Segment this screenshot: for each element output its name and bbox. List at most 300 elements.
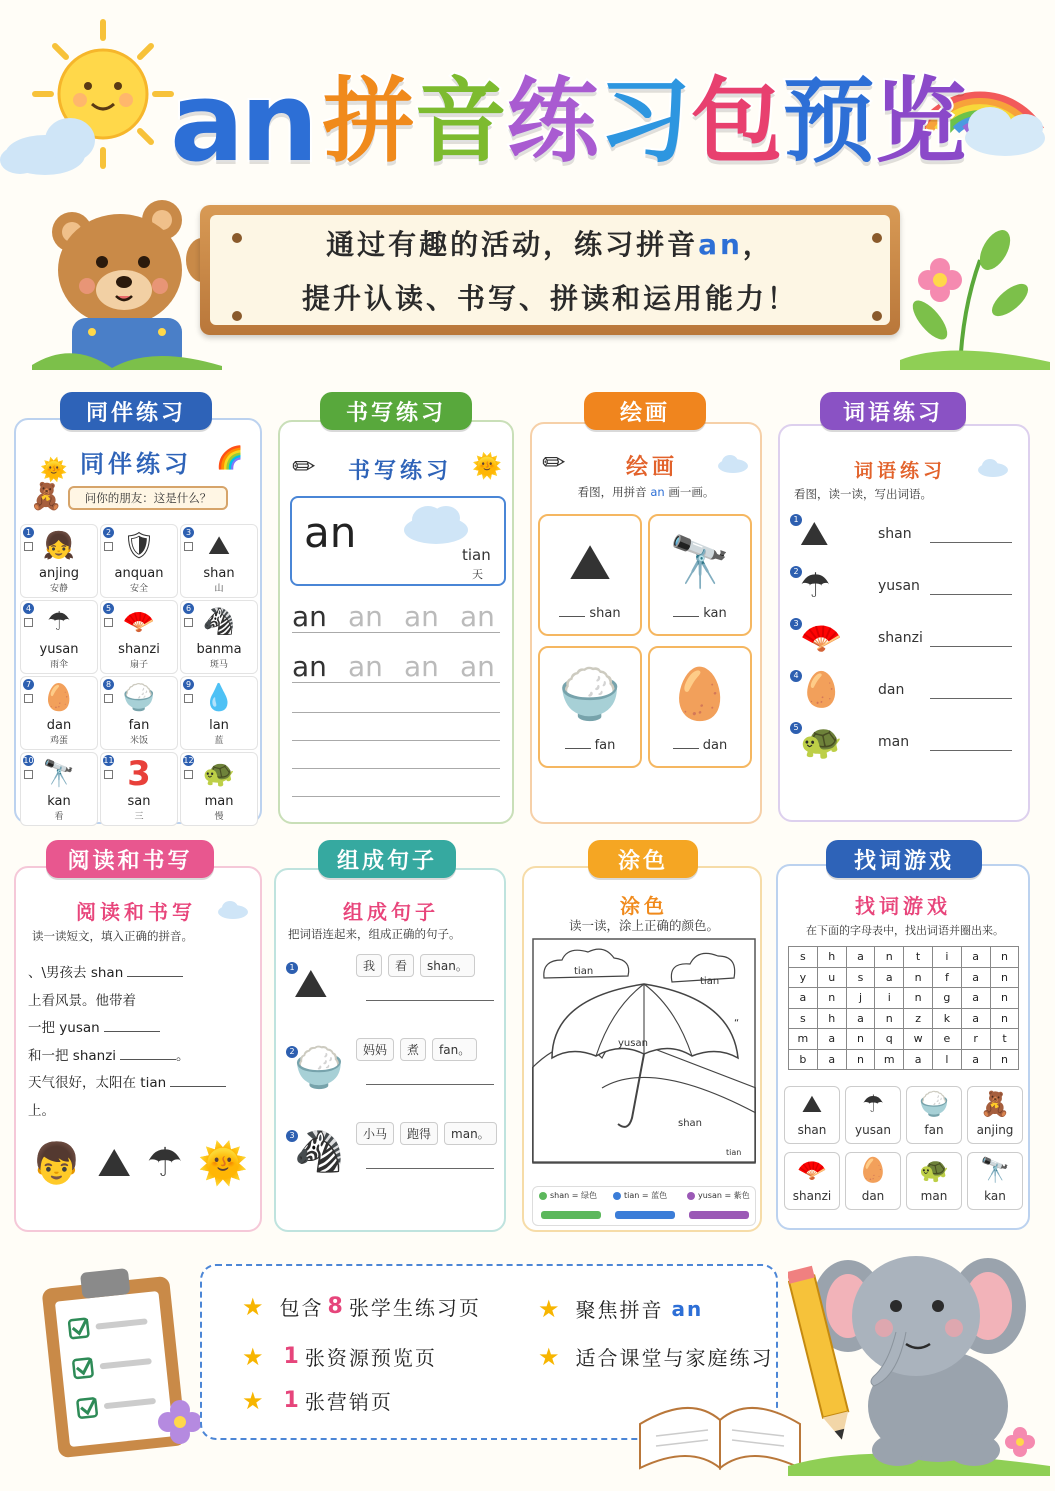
word-chip[interactable]: 煮 — [400, 1038, 426, 1061]
word-pinyin: man — [878, 734, 910, 750]
title-latin: an — [170, 58, 315, 186]
grid-row — [789, 947, 1019, 968]
grid-letter[interactable]: h — [817, 1008, 846, 1029]
grid-letter[interactable]: b — [789, 1049, 818, 1070]
feature-item — [538, 1294, 703, 1323]
panel-companion — [14, 418, 262, 824]
reading-passage — [28, 960, 258, 1125]
legend-text: tian = 蓝色 — [624, 1191, 668, 1200]
cloud-icon — [216, 900, 250, 920]
card-pinyin: anquan — [114, 566, 164, 581]
grid-letter[interactable]: e — [932, 1029, 961, 1050]
model-letters: an — [304, 508, 357, 557]
legend-item — [613, 1190, 667, 1201]
checkbox[interactable] — [24, 542, 33, 551]
checkbox[interactable] — [184, 618, 193, 627]
card-number: 5 — [103, 603, 114, 614]
answer-line[interactable] — [366, 1084, 494, 1085]
legend-text: yusan = 紫色 — [698, 1191, 750, 1200]
grid-letter[interactable]: u — [817, 967, 846, 988]
trace-letters: an — [292, 600, 327, 633]
instr-text: 画一画。 — [668, 485, 715, 499]
mountain-label: shan — [678, 1118, 703, 1129]
answer-line[interactable] — [366, 1168, 494, 1169]
card-hanzi: 慢 — [214, 812, 224, 822]
grid-letter[interactable]: a — [817, 1029, 846, 1050]
label-pinyin: dan — [702, 738, 728, 753]
sheet-title: 词语练习 — [853, 460, 946, 482]
grid-letter[interactable]: m — [875, 1049, 904, 1070]
picture-icon: 💧 — [202, 683, 236, 713]
grid-letter[interactable]: n — [990, 1049, 1019, 1070]
crayon-icon — [541, 1211, 601, 1219]
panel-writing — [278, 420, 514, 824]
word-card[interactable] — [784, 1152, 840, 1210]
picture-icon: ⛰ — [208, 531, 230, 561]
card-number: 12 — [183, 756, 194, 765]
drawing-label — [540, 606, 640, 621]
picture-icon: 🐢 — [800, 722, 843, 762]
drawing-label — [540, 738, 640, 753]
card-pinyin: shanzi — [118, 642, 160, 657]
panel-sentences — [274, 868, 506, 1232]
checkbox[interactable] — [104, 618, 113, 627]
picture-icon: ☂ — [146, 1140, 183, 1186]
writing-line — [292, 796, 500, 797]
fill-blank[interactable] — [170, 1086, 226, 1087]
tab-companion[interactable]: 同伴练习 — [60, 392, 212, 430]
grid-letter[interactable]: a — [817, 1049, 846, 1070]
sheet-title: 阅读和书写 — [76, 900, 196, 924]
sun-icon: 🌞 — [472, 452, 502, 480]
picture-icon: 🍚 — [122, 683, 156, 713]
grid-letter[interactable]: n — [990, 1008, 1019, 1029]
panel-words — [778, 424, 1030, 822]
grid-letter[interactable]: t — [990, 1029, 1019, 1050]
pencil-icon: ✏ — [292, 450, 316, 483]
row-number: 3 — [790, 618, 802, 630]
checkbox[interactable] — [104, 770, 113, 779]
picture-icon: 🪭 — [800, 618, 843, 658]
grid-row — [789, 1029, 1019, 1050]
page-title — [170, 58, 967, 186]
passage-text: 一把 yusan — [28, 1020, 100, 1036]
card-pinyin: banma — [196, 642, 242, 657]
trace-letters: an — [460, 650, 495, 683]
grid-letter[interactable]: a — [846, 1008, 875, 1029]
fill-blank[interactable] — [127, 976, 183, 977]
reading-instructions: 读一读短文，填入正确的拼音。 — [32, 929, 193, 943]
grid-letter[interactable]: l — [932, 1049, 961, 1070]
word-pinyin: yusan — [878, 578, 920, 594]
passage-text: 和一把 shanzi — [28, 1047, 117, 1064]
grid-letter[interactable]: f — [932, 967, 961, 988]
row-number: 1 — [790, 514, 802, 526]
companion-card[interactable] — [20, 752, 98, 826]
card-hanzi: 三 — [134, 812, 144, 822]
drawing-box[interactable] — [538, 514, 642, 636]
cloud-icon — [716, 454, 750, 474]
passage-line — [28, 1070, 258, 1098]
grid-letter[interactable]: s — [789, 947, 818, 968]
drawing-box[interactable] — [648, 646, 752, 768]
row-number: 1 — [286, 962, 298, 974]
grid-letter[interactable]: i — [875, 988, 904, 1009]
card-hanzi: 雨伞 — [49, 660, 68, 670]
writing-line — [292, 740, 500, 741]
tab-writing[interactable]: 书写练习 — [320, 392, 472, 430]
writing-line — [292, 712, 500, 713]
word-card[interactable] — [906, 1086, 962, 1144]
passage-text: 上看风景。他带着 — [28, 992, 136, 1009]
companion-card[interactable] — [20, 676, 98, 750]
grid-letter[interactable]: n — [904, 967, 933, 988]
grid-letter[interactable]: w — [904, 1029, 933, 1050]
word-card[interactable] — [967, 1152, 1023, 1210]
trace-letters: an — [292, 650, 327, 683]
sentences-instructions: 把词语连起来，组成正确的句子。 — [288, 927, 461, 941]
picture-icon: 3 — [127, 754, 151, 794]
pencil-icon: ✏ — [542, 446, 566, 479]
trace-letters: an — [404, 600, 439, 633]
grid-letter[interactable]: n — [875, 1008, 904, 1029]
subtitle-line-1 — [326, 223, 774, 263]
grid-row — [789, 988, 1019, 1009]
picture-icon: ⛰ — [97, 1140, 131, 1186]
picture-icon: 🥚 — [668, 665, 732, 723]
grid-letter[interactable]: a — [961, 967, 990, 988]
word-card[interactable] — [967, 1086, 1023, 1144]
grid-letter[interactable]: a — [904, 1049, 933, 1070]
card-hanzi: 扇子 — [129, 660, 148, 670]
checkbox[interactable] — [184, 542, 193, 551]
picture-icon: 🦓 — [202, 607, 236, 637]
word-card[interactable] — [784, 1086, 840, 1144]
word-chips — [356, 954, 481, 977]
cloud-label: tian — [700, 976, 720, 987]
star-icon: ★ — [242, 1386, 266, 1415]
tab-coloring[interactable]: 涂色 — [588, 840, 698, 878]
picture-icon: 🧸 — [980, 1090, 1010, 1118]
star-icon: ★ — [242, 1342, 266, 1371]
tab-wordsearch[interactable]: 找词游戏 — [826, 840, 982, 878]
nail-icon — [872, 311, 882, 321]
nail-icon — [232, 233, 242, 243]
checkbox[interactable] — [104, 542, 113, 551]
passage-line — [28, 1043, 258, 1071]
cloud-icon — [400, 504, 472, 548]
grid-letter[interactable]: a — [961, 1049, 990, 1070]
grid-letter[interactable]: y — [789, 967, 818, 988]
instr-text: 看图，用拼音 — [577, 485, 647, 499]
word-chip[interactable]: man。 — [444, 1122, 497, 1145]
label-pinyin: fan — [594, 738, 616, 753]
grid-letter[interactable]: z — [904, 1008, 933, 1029]
word-pinyin: shan — [878, 526, 912, 542]
word-chip[interactable]: fan。 — [432, 1038, 477, 1061]
card-label: yusan — [855, 1123, 891, 1137]
grid-letter[interactable]: n — [990, 967, 1019, 988]
color-legend — [532, 1186, 756, 1226]
grid-row — [789, 1008, 1019, 1029]
grid-letter[interactable]: n — [990, 988, 1019, 1009]
companion-card[interactable] — [180, 676, 258, 750]
word-chip[interactable]: shan。 — [420, 954, 475, 977]
label-pinyin: kan — [703, 606, 727, 621]
feature-text: 聚焦拼音 — [575, 1298, 664, 1322]
clipboard-icon — [40, 1252, 220, 1472]
drawing-box[interactable] — [648, 514, 752, 636]
card-number: 9 — [183, 679, 194, 690]
prompt-bubble: 问你的朋友：这是什么？ — [68, 486, 228, 510]
grid-letter[interactable]: s — [789, 1008, 818, 1029]
card-pinyin: man — [204, 794, 234, 809]
fill-blank[interactable] — [104, 1031, 160, 1032]
trace-letters: an — [404, 650, 439, 683]
card-number: 10 — [23, 756, 34, 765]
checkbox[interactable] — [24, 694, 33, 703]
checkbox[interactable] — [184, 694, 193, 703]
quote-mark: “ — [734, 1018, 740, 1029]
word-chip[interactable]: 跑得 — [400, 1122, 438, 1145]
sheet-title: 找词游戏 — [855, 894, 951, 918]
sun-icon: 🌞 — [40, 458, 68, 483]
sheet-title: 组成句子 — [343, 900, 439, 924]
row-number: 5 — [790, 722, 802, 734]
companion-card[interactable] — [180, 524, 258, 598]
checkbox[interactable] — [24, 618, 33, 627]
label-pinyin: shan — [589, 606, 621, 621]
tab-reading[interactable]: 阅读和书写 — [46, 840, 214, 878]
grid-letter[interactable]: q — [875, 1029, 904, 1050]
card-pinyin: fan — [128, 718, 150, 733]
row-number: 2 — [790, 566, 802, 578]
title-char: 练 — [506, 68, 599, 175]
passage-line — [28, 988, 258, 1016]
word-row — [790, 720, 1018, 770]
feature-highlight: an — [671, 1296, 704, 1321]
drawing-label — [650, 738, 750, 753]
grid-letter[interactable]: n — [846, 1049, 875, 1070]
panel-drawing — [530, 422, 762, 824]
grid-letter[interactable]: a — [789, 988, 818, 1009]
card-hanzi: 鸡蛋 — [49, 736, 68, 746]
grid-letter[interactable]: k — [932, 1008, 961, 1029]
picture-icon: ⛰ — [294, 961, 328, 1007]
grid-letter[interactable]: a — [961, 947, 990, 968]
rainbow-icon: 🌈 — [216, 446, 244, 471]
nail-icon — [872, 233, 882, 243]
word-card[interactable] — [906, 1152, 962, 1210]
grid-letter[interactable]: j — [846, 988, 875, 1009]
sheet-title: 绘画 — [625, 455, 678, 480]
wordsearch-instructions: 在下面的字母表中，找出词语并圈出来。 — [806, 924, 1004, 937]
panel-coloring — [522, 866, 762, 1232]
sheet-title: 书写练习 — [347, 459, 452, 484]
umbrella-label: yusan — [618, 1038, 648, 1049]
grid-letter[interactable]: a — [846, 947, 875, 968]
picture-icon: ⛰ — [800, 514, 829, 554]
picture-icon: 🔭 — [980, 1156, 1010, 1184]
word-chips — [356, 1038, 483, 1061]
title-char: 览 — [874, 68, 967, 175]
companion-card[interactable] — [20, 524, 98, 598]
card-number: 4 — [23, 603, 34, 614]
feature-number: 8 — [327, 1294, 345, 1319]
writing-model-box — [290, 496, 506, 586]
card-label: man — [920, 1189, 948, 1203]
answer-line[interactable] — [930, 594, 1012, 595]
picture-icon: 🪭 — [797, 1156, 827, 1184]
grid-letter[interactable]: a — [961, 988, 990, 1009]
card-number: 2 — [103, 527, 114, 538]
book-icon — [630, 1364, 810, 1474]
grid-letter[interactable]: i — [932, 947, 961, 968]
drawing-label — [650, 606, 750, 621]
tab-sentences[interactable]: 组成句子 — [318, 840, 456, 878]
legend-item — [687, 1190, 750, 1201]
tian-hanzi: 天 — [472, 568, 483, 581]
word-card[interactable] — [845, 1086, 901, 1144]
grid-letter[interactable]: g — [932, 988, 961, 1009]
companion-card[interactable] — [180, 752, 258, 826]
companion-card[interactable] — [100, 600, 178, 674]
grid-letter[interactable]: n — [904, 988, 933, 1009]
star-icon: ★ — [242, 1292, 266, 1321]
picture-icon: ⛰ — [801, 1090, 823, 1118]
word-chip[interactable]: 我 — [356, 954, 382, 977]
grid-letter[interactable]: h — [817, 947, 846, 968]
passage-line — [28, 960, 258, 988]
bear-icon: 🧸 — [30, 482, 63, 512]
companion-card[interactable] — [180, 600, 258, 674]
drawing-box[interactable] — [538, 646, 642, 768]
title-char: 习 — [598, 68, 691, 175]
picture-icon: ⛰ — [569, 533, 611, 591]
companion-card[interactable] — [20, 600, 98, 674]
picture-icon: 🐢 — [919, 1156, 949, 1184]
word-card[interactable] — [845, 1152, 901, 1210]
card-number: 8 — [103, 679, 114, 690]
card-hanzi: 米饭 — [129, 736, 148, 746]
word-row — [790, 512, 1018, 562]
words-instructions: 看图，读一读，写出词语。 — [794, 487, 932, 501]
feature-text: 包含 — [279, 1296, 324, 1320]
title-chinese — [322, 68, 967, 175]
companion-card[interactable] — [100, 676, 178, 750]
trace-letters: an — [348, 600, 383, 633]
feature-text: 适合课堂与家庭练习 — [575, 1346, 774, 1370]
card-label: dan — [861, 1189, 885, 1203]
grid-letter[interactable]: n — [990, 947, 1019, 968]
coloring-picture — [532, 938, 756, 1164]
card-hanzi: 安全 — [129, 584, 148, 594]
elephant-icon — [788, 1236, 1050, 1476]
color-dot-icon — [539, 1192, 547, 1200]
title-char: 拼 — [322, 68, 415, 175]
feature-item — [242, 1386, 393, 1415]
card-number: 3 — [183, 527, 194, 538]
legend-item — [539, 1190, 597, 1201]
feature-item — [242, 1292, 481, 1321]
picture-icon: 🌞 — [198, 1141, 249, 1187]
card-label: fan — [924, 1123, 944, 1137]
legend-text: shan = 绿色 — [550, 1191, 597, 1200]
feature-text: 张资源预览页 — [304, 1346, 437, 1370]
passage-text: 天气很好，太阳在 tian — [28, 1075, 167, 1091]
sheet-title: 涂色 — [620, 894, 668, 918]
card-pinyin: anjing — [39, 566, 79, 581]
card-hanzi: 斑马 — [209, 660, 228, 670]
word-chips — [356, 1122, 503, 1145]
panel-wordsearch — [776, 864, 1030, 1230]
grid-letter[interactable]: n — [846, 1029, 875, 1050]
tab-drawing[interactable]: 绘画 — [584, 392, 706, 430]
word-chip[interactable]: 看 — [388, 954, 414, 977]
companion-card[interactable] — [100, 524, 178, 598]
grid-letter[interactable]: m — [789, 1029, 818, 1050]
word-row — [790, 668, 1018, 718]
grid-row — [789, 1049, 1019, 1070]
grid-letter[interactable]: n — [817, 988, 846, 1009]
answer-line[interactable] — [930, 542, 1012, 543]
checkbox[interactable] — [24, 770, 33, 779]
corner-label: tian — [726, 1148, 742, 1157]
subtitle-plaque — [200, 205, 900, 335]
tab-words[interactable]: 词语练习 — [820, 392, 966, 430]
picture-icon: 🍚 — [294, 1045, 344, 1091]
coloring-instructions: 读一读，涂上正确的颜色。 — [568, 918, 719, 933]
grid-letter[interactable]: n — [875, 947, 904, 968]
picture-icon: 🛡 — [122, 531, 156, 561]
grid-letter[interactable]: a — [875, 967, 904, 988]
card-label: kan — [984, 1189, 1006, 1203]
word-chip[interactable]: 小马 — [356, 1122, 394, 1145]
subtitle-highlight: an — [698, 228, 743, 261]
picture-icon: ☂ — [47, 607, 71, 637]
companion-card[interactable] — [100, 752, 178, 826]
picture-icon: 🥚 — [800, 670, 843, 710]
grid-row — [789, 967, 1019, 988]
color-dot-icon — [613, 1192, 621, 1200]
picture-icon: 🍚 — [558, 665, 622, 723]
picture-icon: 🥚 — [858, 1156, 888, 1184]
card-number: 1 — [23, 527, 34, 538]
title-char: 预 — [782, 68, 875, 175]
card-pinyin: dan — [46, 718, 72, 733]
grid-letter[interactable]: t — [904, 947, 933, 968]
feature-number: 1 — [283, 1344, 301, 1369]
title-char: 包 — [690, 68, 783, 175]
passage-line — [28, 1015, 258, 1043]
grid-letter[interactable]: s — [846, 967, 875, 988]
checkbox[interactable] — [104, 694, 113, 703]
answer-line[interactable] — [930, 698, 1012, 699]
checkbox[interactable] — [184, 770, 193, 779]
grid-letter[interactable]: r — [961, 1029, 990, 1050]
card-pinyin: shan — [203, 566, 235, 581]
answer-line[interactable] — [930, 750, 1012, 751]
answer-line[interactable] — [930, 646, 1012, 647]
answer-line[interactable] — [366, 1000, 494, 1001]
tian-pinyin: tian — [462, 546, 491, 564]
fill-blank[interactable] — [120, 1059, 176, 1060]
feature-item — [242, 1342, 437, 1371]
grid-letter[interactable]: a — [961, 1008, 990, 1029]
word-chip[interactable]: 妈妈 — [356, 1038, 394, 1061]
picture-icon: 👧 — [42, 531, 76, 561]
card-hanzi: 看 — [54, 812, 64, 822]
